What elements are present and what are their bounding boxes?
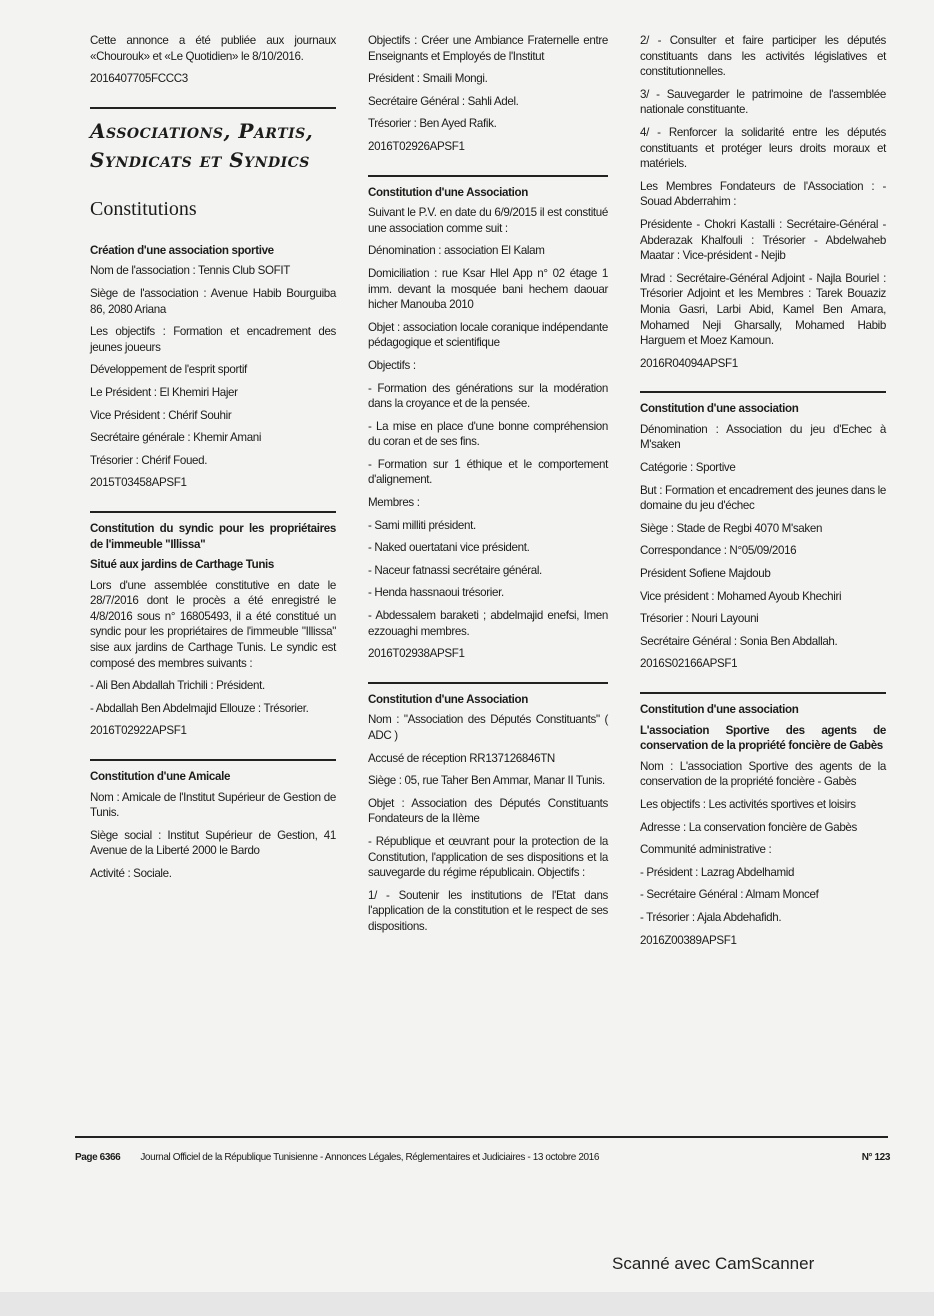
paragraph: Les objectifs : Formation et encadrement des jeunes joueurs xyxy=(90,325,336,354)
page-footer xyxy=(75,1152,890,1163)
paragraph: Nom : "Association des Députés Constituants" ( ADC ) xyxy=(368,713,608,742)
footer-divider xyxy=(75,1136,888,1138)
paragraph: - Trésorier : Ajala Abdehafidh. xyxy=(640,910,782,924)
paragraph: Secrétaire Général : Sahli Adel. xyxy=(368,94,519,108)
paragraph: - Henda hassnaoui trésorier. xyxy=(368,586,504,600)
paragraph: Siège : Stade de Regbi 4070 M'saken xyxy=(640,521,823,535)
subsection-heading: Constitutions xyxy=(90,197,197,220)
announcement-title: Constitution du syndic pour les propriétaires de l'immeuble "Illissa" xyxy=(90,521,336,551)
paragraph: Président Sofiene Majdoub xyxy=(640,567,771,581)
paragraph: Correspondance : N°05/09/2016 xyxy=(640,544,797,558)
paragraph: Trésorier : Nouri Layouni xyxy=(640,612,759,626)
column-3 xyxy=(640,33,886,955)
reference-code: 2016T02922APSF1 xyxy=(90,724,187,738)
paragraph: Secrétaire Général : Sonia Ben Abdallah. xyxy=(640,634,838,648)
paragraph: Siège : 05, rue Taher Ben Ammar, Manar II Tunis. xyxy=(368,774,605,788)
announcement-title: L'association Sportive des agents de conservation de la propriété foncière de Gabès xyxy=(640,723,886,753)
paragraph: Les objectifs : Les activités sportives et loisirs xyxy=(640,797,856,811)
announcement-title: Situé aux jardins de Carthage Tunis xyxy=(90,558,275,572)
bottom-strip xyxy=(0,1292,934,1316)
paragraph: Trésorier : Chérif Foued. xyxy=(90,453,208,467)
paragraph: - Abdallah Ben Abdelmajid Ellouze : Trésorier. xyxy=(90,701,309,715)
paragraph: Objectifs : xyxy=(368,358,416,372)
paragraph: Nom : L'association Sportive des agents de la conservation de la propriété foncière - Gabès xyxy=(640,759,886,789)
paragraph: Domiciliation : rue Ksar Hlel App n° 02 étage 1 imm. devant la mosquée bani hechem daouar hicher Manouba 2010 xyxy=(368,266,608,312)
paragraph: - Formation sur 1 éthique et le comportement d'alignement. xyxy=(368,457,608,487)
paragraph: Adresse : La conservation foncière de Gabès xyxy=(640,820,857,834)
issue-number: N° 123 xyxy=(861,1152,890,1163)
reference-code: 2016S02166APSF1 xyxy=(640,657,738,671)
paragraph: Catégorie : Sportive xyxy=(640,461,736,475)
paragraph: Suivant le P.V. en date du 6/9/2015 il est constitué une association comme suit : xyxy=(368,206,608,235)
scanner-watermark: Scanné avec CamScanner xyxy=(612,1254,815,1273)
section-heading: Associations, Partis, Syndicats et Syndics xyxy=(90,118,314,172)
paragraph: - Sami milliti président. xyxy=(368,518,476,532)
announcement-title: Constitution d'une Association xyxy=(368,185,528,199)
paragraph: Objet : association locale coranique indépendante pédagogique et scientifique xyxy=(368,320,608,350)
paragraph: Accusé de réception RR137126846TN xyxy=(368,751,555,765)
paragraph: - Abdessalem baraketi ; abdelmajid enefsi, Imen ezzouaghi membres. xyxy=(368,609,608,638)
paragraph: Nom de l'association : Tennis Club SOFIT xyxy=(90,264,290,278)
paragraph: Vice Président : Chérif Souhir xyxy=(90,408,232,422)
paragraph: - Naceur fatnassi secrétaire général. xyxy=(368,563,542,577)
paragraph: Cette annonce a été publiée aux journaux «Chourouk» et «Le Quotidien» le 8/10/2016. xyxy=(90,34,336,63)
paragraph: Nom : Amicale de l'Institut Supérieur de Gestion de Tunis. xyxy=(90,790,336,820)
paragraph: Secrétaire générale : Khemir Amani xyxy=(90,431,262,445)
paragraph: Activité : Sociale. xyxy=(90,867,172,880)
paragraph: Trésorier : Ben Ayed Rafik. xyxy=(368,117,497,131)
section-divider xyxy=(90,107,336,109)
reference-code: 2016R04094APSF1 xyxy=(640,356,738,370)
announcement-title: Constitution d'une Amicale xyxy=(90,770,231,784)
paragraph: - Président : Lazrag Abdelhamid xyxy=(640,865,795,879)
paragraph: Objectifs : Créer une Ambiance Fraternelle entre Enseignants et Employés de l'Institut xyxy=(368,34,608,63)
paragraph: - La mise en place d'une bonne compréhension du coran et de ses fins. xyxy=(368,419,608,449)
reference-code: 2016T02926APSF1 xyxy=(368,139,465,153)
announcement-title: Constitution d'une association xyxy=(640,402,799,416)
paragraph: - Secrétaire Général : Almam Moncef xyxy=(640,888,819,902)
paragraph: Vice président : Mohamed Ayoub Khechiri xyxy=(640,589,842,603)
paragraph: - République et œuvrant pour la protection de la Constitution, l'application de ses dispositions et la sauvegarde du régime républicain. Objectifs : xyxy=(368,834,608,880)
announcement-title: Constitution d'une association xyxy=(640,703,799,716)
paragraph: 1/ - Soutenir les institutions de l'Etat dans l'application de la constitution et le respect de ses dispositions. xyxy=(368,888,608,933)
column-1 xyxy=(90,33,336,889)
reference-code: 2016407705FCCC3 xyxy=(90,72,188,86)
paragraph: - Formation des générations sur la modération dans la croyance et de la pensée. xyxy=(368,381,608,411)
paragraph: Mrad : Secrétaire-Général Adjoint - Najla Bouriel : Trésorier Adjoint et les Membres : Tarek Bouaziz Monia Gasri, Larbi Abid, Kamel Ben Amara, Mohamed Neji Gharsally, Mohamed Habib Harguem et Moez Kamoun. xyxy=(640,271,886,348)
paragraph: - Naked ouertatani vice président. xyxy=(368,541,530,555)
paragraph: Objet : Association des Députés Constituants Fondateurs de la IIème xyxy=(368,796,608,826)
paragraph: 3/ - Sauvegarder le patrimoine de l'assemblée nationale constituante. xyxy=(640,87,886,117)
section-divider xyxy=(640,692,886,694)
paragraph: Les Membres Fondateurs de l'Association : - Souad Abderrahim : xyxy=(640,179,886,209)
paragraph: Siège de l'association : Avenue Habib Bourguiba 86, 2080 Ariana xyxy=(90,286,336,316)
reference-code: 2016Z00389APSF1 xyxy=(640,933,737,947)
announcement-title: Création d'une association sportive xyxy=(90,243,274,257)
paragraph: 4/ - Renforcer la solidarité entre les députés constituants et protéger leurs droits moraux et matériels. xyxy=(640,125,886,171)
journal-title: Journal Officiel de la République Tunisienne - Annonces Légales, Réglementaires et Judiciaires - 13 octobre 2016 xyxy=(140,1152,599,1163)
paragraph: Siège social : Institut Supérieur de Gestion, 41 Avenue de la Liberté 2000 le Bardo xyxy=(90,828,336,858)
paragraph: 2/ - Consulter et faire participer les députés constituants dans les activités législatives et constitutionnelles. xyxy=(640,34,886,79)
paragraph: Président : Smaili Mongi. xyxy=(368,72,488,86)
section-divider xyxy=(90,759,336,761)
section-divider xyxy=(90,511,336,513)
section-divider xyxy=(368,682,608,684)
paragraph: - Ali Ben Abdallah Trichili : Président. xyxy=(90,679,265,693)
paragraph: Présidente - Chokri Kastalli : Secrétaire-Général - Abderazak Khalfouli : Trésorier - Abdelwaheb Maatar : Vice-président - Nejib xyxy=(640,217,886,263)
paragraph: Dénomination : Association du jeu d'Echec à M'saken xyxy=(640,422,886,452)
paragraph: Le Président : El Khemiri Hajer xyxy=(90,385,238,399)
paragraph: Dénomination : association El Kalam xyxy=(368,244,545,258)
paragraph: But : Formation et encadrement des jeunes dans le domaine du jeu d'échec xyxy=(640,483,886,513)
announcement-title: Constitution d'une Association xyxy=(368,692,528,706)
page-number: Page 6366 xyxy=(75,1152,121,1163)
paragraph: Développement de l'esprit sportif xyxy=(90,363,247,377)
paragraph: Communité administrative : xyxy=(640,843,772,857)
section-divider xyxy=(640,391,886,393)
reference-code: 2015T03458APSF1 xyxy=(90,476,187,490)
paragraph: Lors d'une assemblée constitutive en date le 28/7/2016 dont le procès a été enregistré le 4/8/2016 sous n° 16805493, il a été constitué un syndic pour les propriétaires de l'immeuble "Illissa" sise aux jardins de Carthage Tunis. Le syndic est composé des membres suivants : xyxy=(90,578,336,670)
paragraph: Membres : xyxy=(368,496,420,510)
section-divider xyxy=(368,175,608,177)
reference-code: 2016T02938APSF1 xyxy=(368,647,465,661)
column-2 xyxy=(368,33,608,942)
